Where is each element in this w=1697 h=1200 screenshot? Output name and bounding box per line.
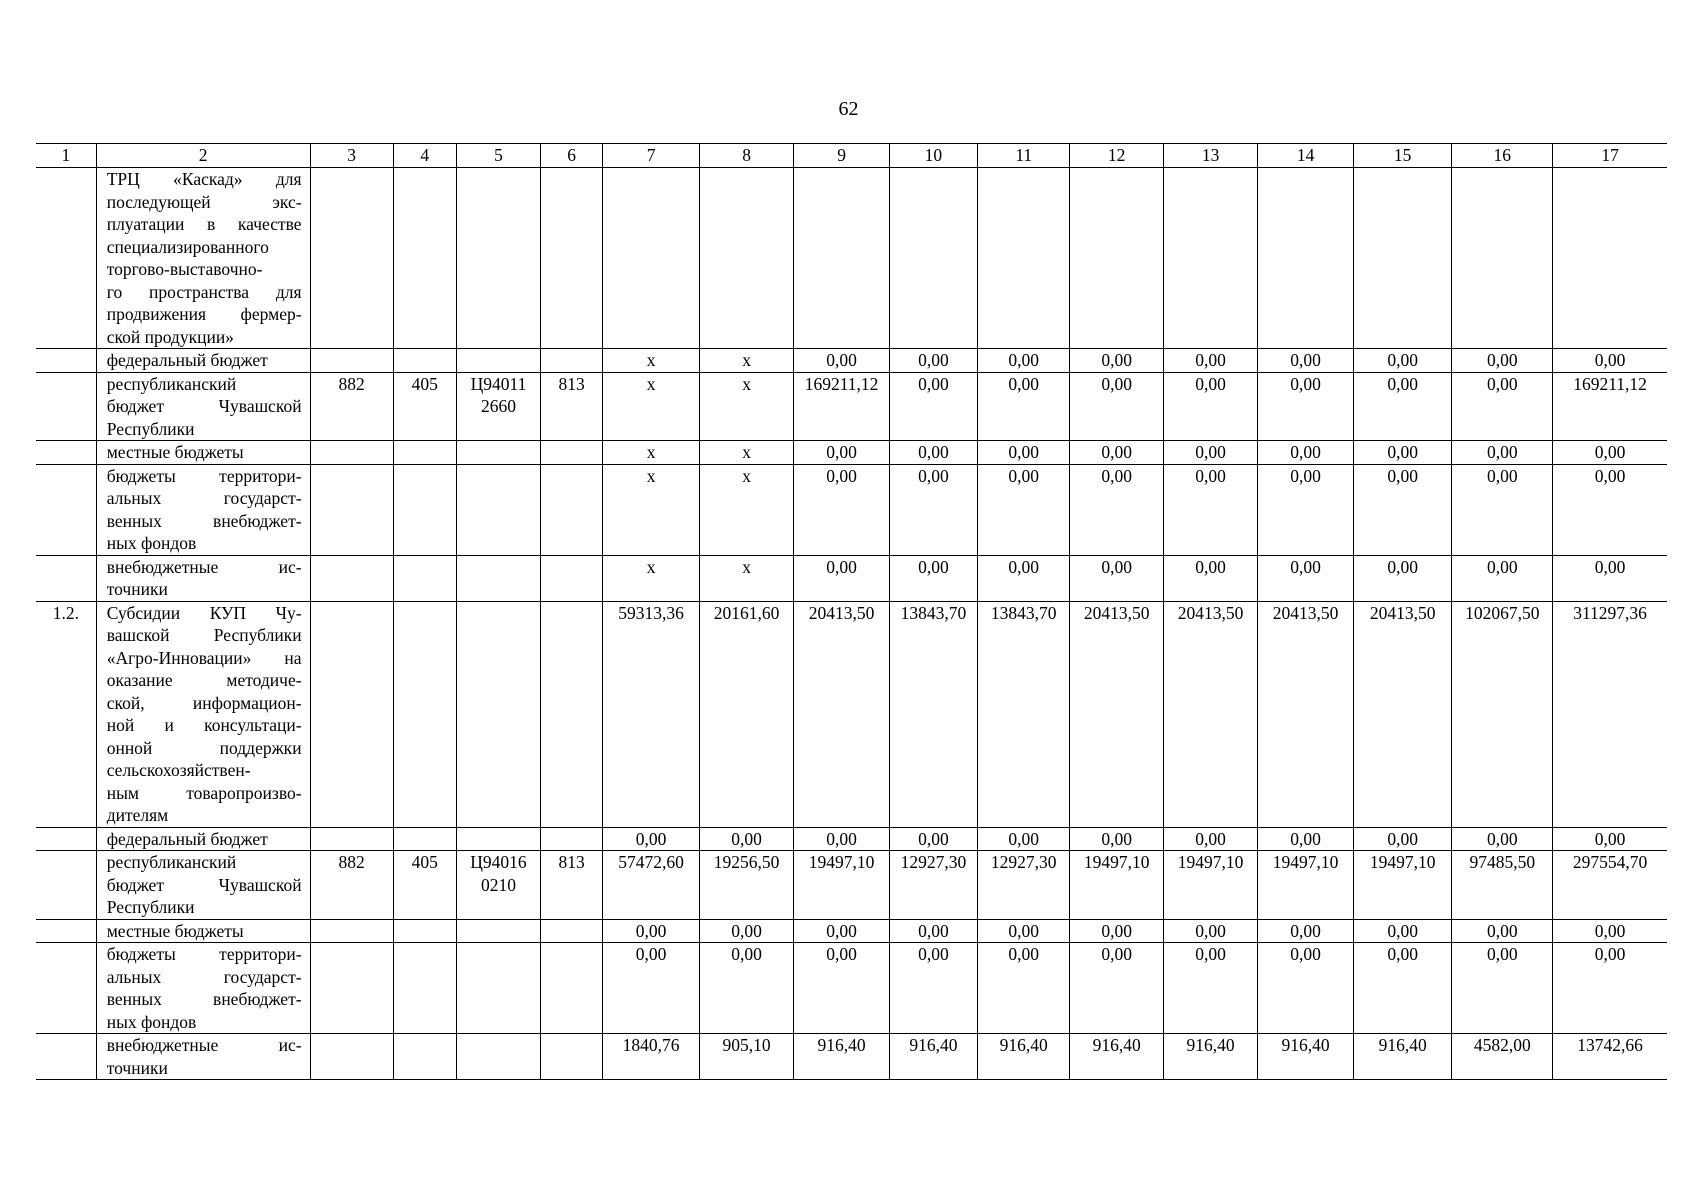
value-col-12: 19497,10	[1070, 851, 1163, 920]
value-col-8: 20161,60	[699, 601, 793, 827]
description-line: ным товаропроизво-	[106, 782, 302, 803]
value-col-9: 0,00	[794, 919, 890, 943]
code-col-4: 405	[393, 851, 456, 920]
value-col-14: 0,00	[1258, 919, 1354, 943]
value-col-11: 0,00	[978, 464, 1070, 555]
description-line: плуатации в качестве	[106, 214, 302, 234]
description-line: федеральный бюджет	[106, 350, 268, 370]
description-line: ных фондов	[106, 533, 197, 553]
column-header-2: 2	[96, 144, 310, 168]
code-col-3	[310, 555, 393, 601]
row-description	[96, 1034, 310, 1080]
table-row	[36, 1034, 1667, 1080]
code-col-4	[393, 1034, 456, 1080]
description-line: ТРЦ «Каскад» для	[106, 169, 302, 189]
description-line: альных государст-	[106, 966, 302, 987]
code-col-5	[456, 372, 540, 441]
value-col-9	[794, 168, 890, 349]
row-index	[36, 168, 96, 349]
value-col-14	[1258, 168, 1354, 349]
column-header-17: 17	[1553, 144, 1667, 168]
code-col-6	[541, 168, 603, 349]
code-col-3	[310, 349, 393, 373]
column-header-4: 4	[393, 144, 456, 168]
code-col-4	[393, 601, 456, 827]
row-index	[36, 919, 96, 943]
code-col-6	[541, 919, 603, 943]
description-line: точники	[106, 579, 168, 599]
row-index: 1.2.	[36, 601, 96, 827]
value-col-8: х	[699, 372, 793, 441]
column-header-13: 13	[1163, 144, 1257, 168]
description-line: оказание методиче-	[106, 670, 302, 690]
description-line: вашской Республики	[106, 625, 302, 645]
value-col-11: 12927,30	[978, 851, 1070, 920]
code-col-6	[541, 1034, 603, 1080]
code-col-5	[456, 851, 540, 920]
value-col-17: 0,00	[1553, 464, 1667, 555]
value-col-7: х	[603, 464, 700, 555]
value-col-7: 0,00	[603, 827, 700, 851]
value-col-10: 916,40	[889, 1034, 977, 1080]
value-col-9: 0,00	[794, 827, 890, 851]
code-col-4	[393, 349, 456, 373]
page-number: 62	[838, 98, 859, 120]
value-col-11: 0,00	[978, 441, 1070, 465]
code-col-5	[456, 601, 540, 827]
value-col-9: 0,00	[794, 943, 890, 1034]
value-col-16: 0,00	[1452, 464, 1553, 555]
value-col-16: 0,00	[1452, 555, 1553, 601]
value-col-14: 0,00	[1258, 372, 1354, 441]
column-header-6: 6	[541, 144, 603, 168]
description-line: местные бюджеты	[106, 920, 244, 941]
value-col-7: 1840,76	[603, 1034, 700, 1080]
value-col-16: 97485,50	[1452, 851, 1553, 920]
value-col-8: 0,00	[699, 827, 793, 851]
value-col-12: 0,00	[1070, 827, 1163, 851]
code-line: Ц94011	[470, 373, 527, 394]
value-col-16: 0,00	[1452, 372, 1553, 441]
value-col-7: х	[603, 372, 700, 441]
column-header-7: 7	[603, 144, 700, 168]
value-col-14: 0,00	[1258, 464, 1354, 555]
code-line: 2660	[480, 396, 516, 416]
description-line: альных государст-	[106, 488, 302, 508]
description-line: «Агро-Инновации» на	[106, 647, 302, 668]
value-col-8: х	[699, 555, 793, 601]
value-col-15: 916,40	[1353, 1034, 1452, 1080]
code-line: 0210	[480, 874, 516, 895]
description-line: бюджеты территори-	[106, 944, 302, 964]
value-col-14: 0,00	[1258, 349, 1354, 373]
row-description	[96, 349, 310, 373]
column-header-16: 16	[1452, 144, 1553, 168]
code-col-4	[393, 555, 456, 601]
code-col-3	[310, 601, 393, 827]
code-col-4	[393, 464, 456, 555]
column-header-11: 11	[978, 144, 1070, 168]
value-col-15: 0,00	[1353, 827, 1452, 851]
header-row	[36, 144, 1667, 168]
value-col-11: 916,40	[978, 1034, 1070, 1080]
code-col-6: 813	[541, 851, 603, 920]
row-index	[36, 943, 96, 1034]
value-col-10: 12927,30	[889, 851, 977, 920]
value-col-11: 0,00	[978, 555, 1070, 601]
description-line: специализированного	[106, 236, 269, 257]
description-line: ской, информацион-	[106, 692, 302, 713]
value-col-14: 20413,50	[1258, 601, 1354, 827]
code-col-3	[310, 827, 393, 851]
value-col-12: 0,00	[1070, 441, 1163, 465]
code-col-3	[310, 943, 393, 1034]
value-col-12: 0,00	[1070, 349, 1163, 373]
value-col-12: 0,00	[1070, 919, 1163, 943]
table-row	[36, 441, 1667, 465]
value-col-9: 0,00	[794, 464, 890, 555]
code-col-6	[541, 555, 603, 601]
value-col-9: 0,00	[794, 349, 890, 373]
row-index	[36, 441, 96, 465]
value-col-13	[1163, 168, 1257, 349]
value-col-7: 0,00	[603, 919, 700, 943]
row-index	[36, 1034, 96, 1080]
table-row	[36, 349, 1667, 373]
value-col-13: 19497,10	[1163, 851, 1257, 920]
value-col-13: 0,00	[1163, 464, 1257, 555]
value-col-15: 0,00	[1353, 943, 1452, 1034]
table-row	[36, 827, 1667, 851]
column-header-9: 9	[794, 144, 890, 168]
code-col-5	[456, 464, 540, 555]
value-col-9: 19497,10	[794, 851, 890, 920]
value-col-12: 0,00	[1070, 464, 1163, 555]
value-col-11	[978, 168, 1070, 349]
row-description	[96, 943, 310, 1034]
value-col-13: 0,00	[1163, 919, 1257, 943]
value-col-8: 905,10	[699, 1034, 793, 1080]
value-col-16: 0,00	[1452, 827, 1553, 851]
value-col-9: 20413,50	[794, 601, 890, 827]
value-col-10: 0,00	[889, 919, 977, 943]
value-col-9: 0,00	[794, 441, 890, 465]
row-description	[96, 601, 310, 827]
column-header-10: 10	[889, 144, 977, 168]
code-col-4	[393, 827, 456, 851]
value-col-10	[889, 168, 977, 349]
value-col-14: 0,00	[1258, 441, 1354, 465]
value-col-8	[699, 168, 793, 349]
value-col-11: 0,00	[978, 349, 1070, 373]
description-line: внебюджетные ис-	[106, 556, 302, 577]
description-line: го пространства для	[106, 281, 302, 302]
table-row	[36, 919, 1667, 943]
description-line: венных внебюджет-	[106, 989, 302, 1009]
value-col-15: 20413,50	[1353, 601, 1452, 827]
value-col-7: 57472,60	[603, 851, 700, 920]
value-col-16	[1452, 168, 1553, 349]
description-line: бюджеты территори-	[106, 465, 302, 486]
budget-table	[36, 143, 1667, 1080]
table-row	[36, 372, 1667, 441]
value-col-11: 0,00	[978, 827, 1070, 851]
value-col-17: 0,00	[1553, 555, 1667, 601]
value-col-15: 0,00	[1353, 464, 1452, 555]
value-col-7: 59313,36	[603, 601, 700, 827]
value-col-12	[1070, 168, 1163, 349]
code-col-5	[456, 168, 540, 349]
code-col-3	[310, 1034, 393, 1080]
value-col-16: 4582,00	[1452, 1034, 1553, 1080]
description-line: продвижения фермер-	[106, 304, 302, 324]
value-col-13: 0,00	[1163, 441, 1257, 465]
value-col-17: 311297,36	[1553, 601, 1667, 827]
description-line: федеральный бюджет	[106, 828, 268, 849]
value-col-10: 0,00	[889, 349, 977, 373]
column-header-1: 1	[36, 144, 96, 168]
value-col-16: 0,00	[1452, 441, 1553, 465]
value-col-16: 0,00	[1452, 349, 1553, 373]
value-col-8: х	[699, 441, 793, 465]
code-col-6	[541, 943, 603, 1034]
value-col-12: 916,40	[1070, 1034, 1163, 1080]
description-line: точники	[106, 1057, 168, 1078]
value-col-14: 916,40	[1258, 1034, 1354, 1080]
value-col-10: 0,00	[889, 464, 977, 555]
code-col-3	[310, 919, 393, 943]
row-index	[36, 349, 96, 373]
value-col-8: х	[699, 464, 793, 555]
code-col-4	[393, 441, 456, 465]
code-col-3	[310, 168, 393, 349]
table-row	[36, 601, 1667, 827]
value-col-17: 0,00	[1553, 441, 1667, 465]
value-col-15: 0,00	[1353, 372, 1452, 441]
value-col-9: 0,00	[794, 555, 890, 601]
value-col-7: 0,00	[603, 943, 700, 1034]
value-col-12: 0,00	[1070, 943, 1163, 1034]
value-col-12: 20413,50	[1070, 601, 1163, 827]
code-col-3	[310, 464, 393, 555]
value-col-13: 0,00	[1163, 555, 1257, 601]
code-col-6	[541, 464, 603, 555]
code-col-6	[541, 441, 603, 465]
value-col-12: 0,00	[1070, 372, 1163, 441]
table-row	[36, 464, 1667, 555]
value-col-10: 0,00	[889, 372, 977, 441]
value-col-14: 0,00	[1258, 555, 1354, 601]
description-line: местные бюджеты	[106, 442, 244, 462]
column-header-5: 5	[456, 144, 540, 168]
value-col-13: 0,00	[1163, 372, 1257, 441]
code-col-4: 405	[393, 372, 456, 441]
code-col-5	[456, 441, 540, 465]
value-col-17: 13742,66	[1553, 1034, 1667, 1080]
value-col-15	[1353, 168, 1452, 349]
value-col-15: 0,00	[1353, 919, 1452, 943]
code-col-3: 882	[310, 851, 393, 920]
column-header-8: 8	[699, 144, 793, 168]
column-header-14: 14	[1258, 144, 1354, 168]
code-col-3	[310, 441, 393, 465]
value-col-13: 0,00	[1163, 349, 1257, 373]
description-line: ных фондов	[106, 1011, 197, 1032]
code-col-6	[541, 349, 603, 373]
code-col-6	[541, 601, 603, 827]
value-col-17	[1553, 168, 1667, 349]
code-col-3: 882	[310, 372, 393, 441]
value-col-7: х	[603, 555, 700, 601]
value-col-13: 0,00	[1163, 943, 1257, 1034]
value-col-14: 19497,10	[1258, 851, 1354, 920]
code-col-5	[456, 555, 540, 601]
table-row	[36, 851, 1667, 920]
value-col-7: х	[603, 441, 700, 465]
column-header-12: 12	[1070, 144, 1163, 168]
value-col-10: 13843,70	[889, 601, 977, 827]
description-line: сельскохозяйствен-	[106, 760, 251, 780]
value-col-7	[603, 168, 700, 349]
code-col-4	[393, 943, 456, 1034]
description-line: республиканский	[106, 852, 237, 872]
value-col-15: 0,00	[1353, 441, 1452, 465]
description-line: внебюджетные ис-	[106, 1035, 302, 1055]
value-col-10: 0,00	[889, 441, 977, 465]
table-row	[36, 555, 1667, 601]
code-col-4	[393, 919, 456, 943]
description-line: онной поддержки	[106, 737, 302, 758]
description-line: торгово-выставочно-	[106, 259, 263, 279]
value-col-13: 916,40	[1163, 1034, 1257, 1080]
value-col-10: 0,00	[889, 827, 977, 851]
column-header-3: 3	[310, 144, 393, 168]
code-col-5	[456, 827, 540, 851]
row-index	[36, 464, 96, 555]
description-line: венных внебюджет-	[106, 510, 302, 531]
description-line: Республики	[106, 897, 195, 917]
table-row	[36, 943, 1667, 1034]
description-line: Субсидии КУП Чу-	[106, 602, 302, 623]
value-col-15: 19497,10	[1353, 851, 1452, 920]
value-col-11: 0,00	[978, 919, 1070, 943]
value-col-16: 0,00	[1452, 943, 1553, 1034]
code-col-5	[456, 943, 540, 1034]
code-col-5	[456, 1034, 540, 1080]
value-col-9: 169211,12	[794, 372, 890, 441]
value-col-9: 916,40	[794, 1034, 890, 1080]
code-col-6	[541, 827, 603, 851]
column-header-15: 15	[1353, 144, 1452, 168]
value-col-14: 0,00	[1258, 943, 1354, 1034]
value-col-14: 0,00	[1258, 827, 1354, 851]
row-index	[36, 851, 96, 920]
description-line: ной и консультаци-	[106, 715, 302, 735]
value-col-17: 0,00	[1553, 827, 1667, 851]
code-line: Ц94016	[470, 852, 527, 872]
value-col-17: 169211,12	[1553, 372, 1667, 441]
value-col-17: 0,00	[1553, 919, 1667, 943]
code-col-5	[456, 349, 540, 373]
value-col-15: 0,00	[1353, 555, 1452, 601]
value-col-10: 0,00	[889, 555, 977, 601]
value-col-17: 0,00	[1553, 349, 1667, 373]
value-col-7: х	[603, 349, 700, 373]
value-col-11: 13843,70	[978, 601, 1070, 827]
table-row	[36, 168, 1667, 349]
code-col-6: 813	[541, 372, 603, 441]
description-line: Республики	[106, 418, 195, 439]
code-col-4	[393, 168, 456, 349]
value-col-13: 0,00	[1163, 827, 1257, 851]
value-col-11: 0,00	[978, 943, 1070, 1034]
description-line: дителям	[106, 805, 169, 825]
row-description	[96, 827, 310, 851]
value-col-8: х	[699, 349, 793, 373]
value-col-16: 0,00	[1452, 919, 1553, 943]
row-description	[96, 372, 310, 441]
value-col-10: 0,00	[889, 943, 977, 1034]
value-col-16: 102067,50	[1452, 601, 1553, 827]
value-col-8: 0,00	[699, 943, 793, 1034]
row-description	[96, 919, 310, 943]
value-col-11: 0,00	[978, 372, 1070, 441]
description-line: бюджет Чувашской	[106, 396, 302, 416]
row-index	[36, 372, 96, 441]
row-index	[36, 555, 96, 601]
row-description	[96, 851, 310, 920]
value-col-8: 19256,50	[699, 851, 793, 920]
value-col-17: 297554,70	[1553, 851, 1667, 920]
value-col-15: 0,00	[1353, 349, 1452, 373]
description-line: бюджет Чувашской	[106, 874, 302, 895]
description-line: ской продукции»	[106, 326, 234, 347]
row-description	[96, 464, 310, 555]
value-col-13: 20413,50	[1163, 601, 1257, 827]
row-index	[36, 827, 96, 851]
value-col-12: 0,00	[1070, 555, 1163, 601]
code-col-5	[456, 919, 540, 943]
description-line: республиканский	[106, 373, 237, 394]
value-col-8: 0,00	[699, 919, 793, 943]
row-description	[96, 441, 310, 465]
value-col-17: 0,00	[1553, 943, 1667, 1034]
row-description	[96, 555, 310, 601]
row-description	[96, 168, 310, 349]
description-line: последующей экс-	[106, 191, 302, 212]
